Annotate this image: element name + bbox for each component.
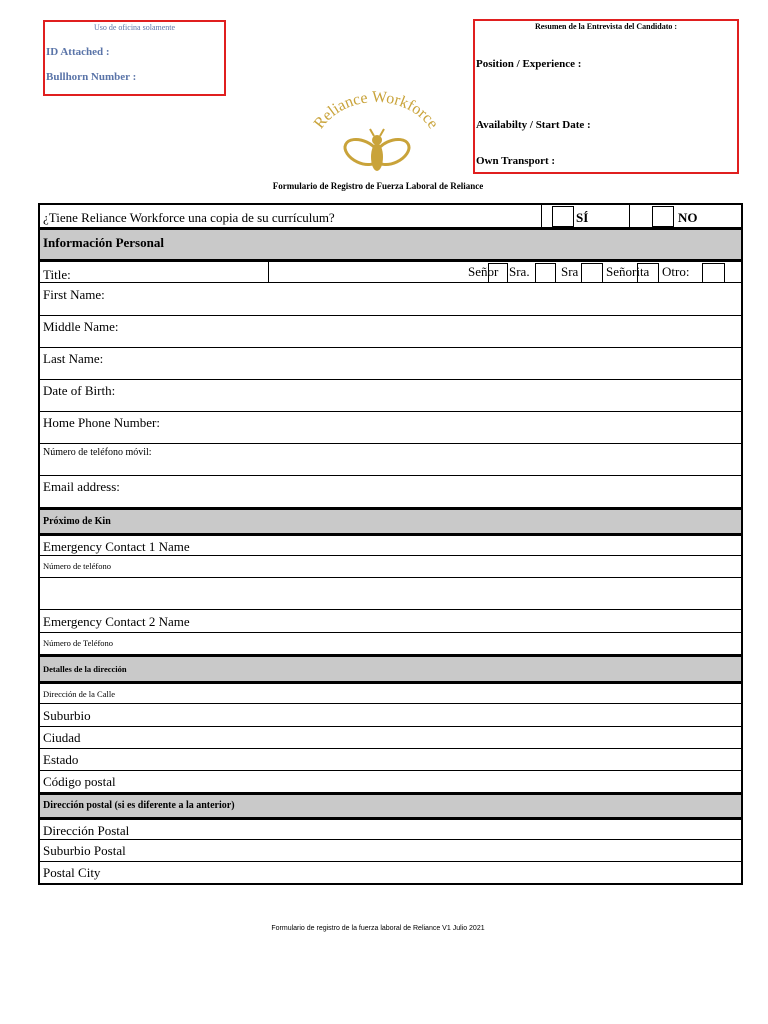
address-details-header [38,655,743,682]
postal-suburb-label: Suburbio Postal [43,843,126,858]
email-label: Email address: [43,479,120,494]
office-use-title: Uso de oficina solamente [93,23,176,32]
office-use-box [43,20,226,96]
postal-city-row[interactable] [38,862,743,885]
state-row[interactable] [38,749,743,771]
title-option-sra-dot: Sra. [509,264,530,279]
logo-text: Reliance Workforce [310,90,442,132]
first-name-row[interactable] [38,283,743,316]
postal-address-header [38,793,743,818]
availability-label: Availabilty / Start Date : [476,119,591,131]
mobile-phone-row[interactable] [38,444,743,476]
emergency-phone-2-label: Número de Teléfono [43,638,114,648]
city-label: Ciudad [43,730,81,745]
title-option-otro: Otro: [662,264,690,279]
postal-city-label: Postal City [43,865,101,880]
interview-summary-title: Resumen de la Entrevista del Candidato : [534,22,678,31]
senor-checkbox[interactable] [488,263,508,283]
personal-info-header [38,228,743,260]
emergency-contact-1-row[interactable] [38,534,743,556]
postal-code-row[interactable] [38,771,743,793]
position-experience-label: Position / Experience : [476,58,582,70]
senorita-checkbox[interactable] [637,263,659,283]
mobile-phone-label: Número de teléfono móvil: [43,447,152,458]
last-name-label: Last Name: [43,351,104,366]
first-name-label: First Name: [43,287,105,302]
state-label: Estado [43,752,79,767]
resume-question-label: ¿Tiene Reliance Workforce una copia de su currículum? [43,210,335,225]
bullhorn-number-label: Bullhorn Number : [46,71,137,83]
registration-form [38,203,743,885]
middle-name-row[interactable] [38,316,743,348]
suburb-label: Suburbio [43,708,91,723]
home-phone-label: Home Phone Number: [43,415,160,430]
title-option-senor: Señor [468,264,499,279]
title-option-senorita: Señorita [606,264,650,279]
resume-no-label: NO [678,210,698,225]
postal-address-title: Dirección postal (si es diferente a la anterior) [43,800,235,811]
last-name-row[interactable] [38,348,743,380]
title-row [38,260,743,283]
street-address-row[interactable] [38,682,743,704]
resume-yes-checkbox[interactable] [552,206,574,227]
resume-no-checkbox[interactable] [652,206,674,227]
sra-checkbox[interactable] [581,263,603,283]
street-address-label: Dirección de la Calle [43,689,115,699]
postal-address-label: Dirección Postal [43,823,130,838]
personal-info-title: Información Personal [43,235,164,250]
postal-address-row[interactable] [38,818,743,840]
otro-input[interactable] [702,263,725,283]
resume-yes-label: SÍ [576,210,589,225]
postal-code-label: Código postal [43,774,116,789]
address-details-title: Detalles de la dirección [43,664,127,674]
blank-row[interactable] [38,578,743,610]
resume-question-row [38,203,743,228]
form-footer: Formulario de registro de la fuerza laboral de Reliance V1 Julio 2021 [271,925,485,932]
city-row[interactable] [38,727,743,749]
own-transport-label: Own Transport : [476,155,556,167]
form-title: Formulario de Registro de Fuerza Laboral de Reliance [272,181,484,191]
emergency-contact-1-label: Emergency Contact 1 Name [43,539,190,554]
emergency-phone-1-label: Número de teléfono [43,561,111,571]
date-of-birth-label: Date of Birth: [43,383,116,398]
suburb-row[interactable] [38,704,743,727]
home-phone-row[interactable] [38,412,743,444]
middle-name-label: Middle Name: [43,319,119,334]
date-of-birth-row[interactable] [38,380,743,412]
postal-suburb-row[interactable] [38,840,743,862]
next-of-kin-title: Próximo de Kin [43,516,111,527]
bee-icon [341,129,413,171]
id-attached-label: ID Attached : [46,46,110,58]
title-option-sra: Sra [561,264,579,279]
emergency-phone-1-row[interactable] [38,556,743,578]
email-row[interactable] [38,476,743,508]
sra-dot-checkbox[interactable] [535,263,556,283]
emergency-contact-2-label: Emergency Contact 2 Name [43,614,190,629]
reliance-workforce-logo [300,90,450,180]
interview-summary-box [473,19,739,174]
emergency-contact-2-row[interactable] [38,610,743,633]
title-label: Title: [43,267,71,282]
emergency-phone-2-row[interactable] [38,633,743,655]
next-of-kin-header [38,508,743,534]
